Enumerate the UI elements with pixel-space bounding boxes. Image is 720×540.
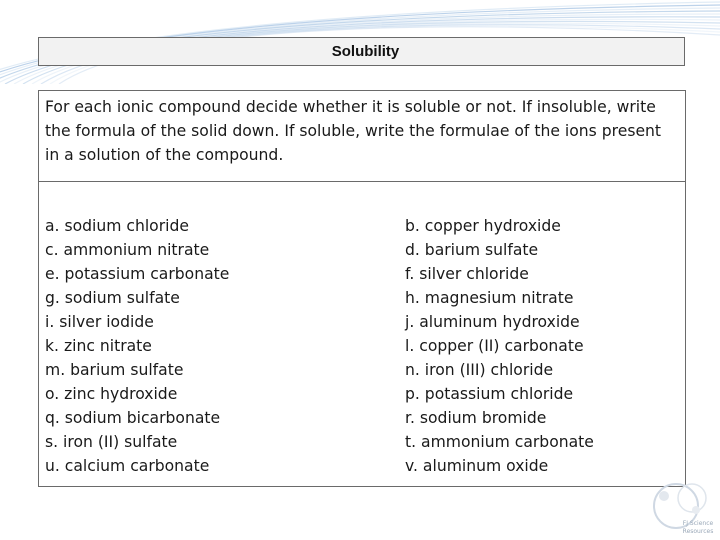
list-item: n. iron (III) chloride	[405, 361, 554, 379]
page-title: Solubility	[331, 43, 400, 60]
list-item: h. magnesium nitrate	[405, 289, 574, 307]
logo-text-line1: FJ Science	[682, 520, 714, 527]
list-item: t. ammonium carbonate	[405, 433, 594, 451]
list-item: d. barium sulfate	[405, 241, 539, 259]
list-item: o. zinc hydroxide	[45, 385, 178, 403]
list-item: g. sodium sulfate	[45, 289, 180, 307]
list-item: r. sodium bromide	[405, 409, 547, 427]
title-bar	[38, 37, 685, 66]
publisher-logo	[648, 480, 720, 540]
list-item: c. ammonium nitrate	[45, 241, 210, 259]
compound-list-left	[45, 214, 229, 478]
logo-text-line2: Resources	[682, 528, 714, 535]
list-item: k. zinc nitrate	[45, 337, 152, 355]
list-item: s. iron (II) sulfate	[45, 433, 178, 451]
list-item: q. sodium bicarbonate	[45, 409, 221, 427]
list-item: j. aluminum hydroxide	[405, 313, 580, 331]
list-item: b. copper hydroxide	[405, 217, 561, 235]
instructions-text: For each ionic compound decide whether it is soluble or not. If insoluble, write the formula of the solid down. If soluble, write the formulae of the ions present in a solution of the compound.	[39, 91, 685, 182]
list-item: u. calcium carbonate	[45, 457, 210, 475]
worksheet-box	[38, 90, 686, 487]
list-item: e. potassium carbonate	[45, 265, 230, 283]
compound-list-right	[405, 214, 594, 478]
list-item: v. aluminum oxide	[405, 457, 549, 475]
list-item: f. silver chloride	[405, 265, 529, 283]
list-item: m. barium sulfate	[45, 361, 184, 379]
list-item: p. potassium chloride	[405, 385, 574, 403]
list-item: l. copper (II) carbonate	[405, 337, 584, 355]
list-item: i. silver iodide	[45, 313, 154, 331]
list-item: a. sodium chloride	[45, 217, 189, 235]
